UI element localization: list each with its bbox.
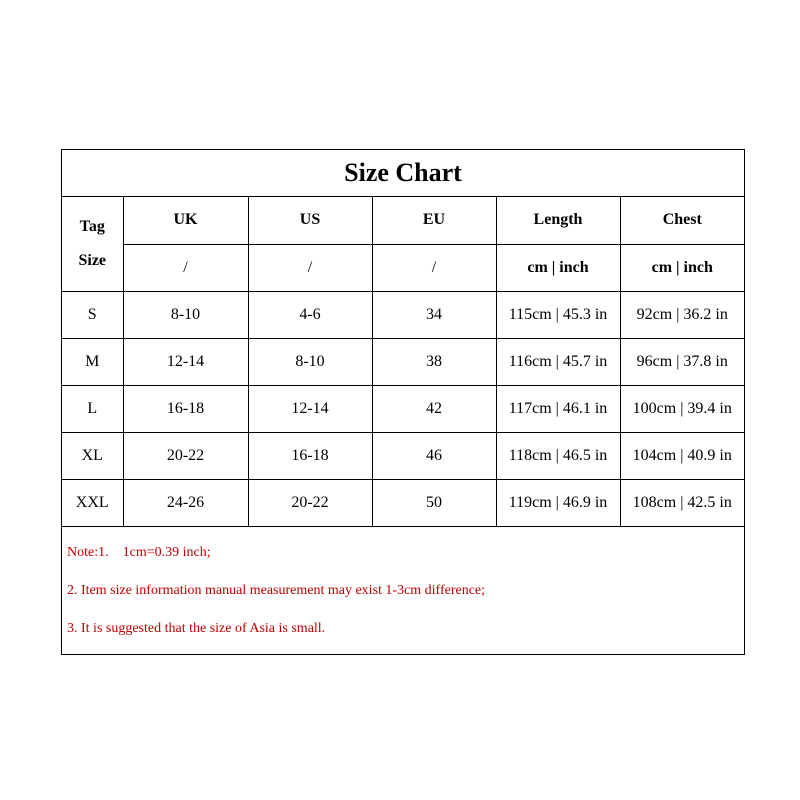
cell-uk: 12-14 (123, 338, 248, 385)
cell-tag: S (62, 291, 123, 338)
column-header-chest: Chest (620, 197, 744, 244)
note-line: 2. Item size information manual measurement may exist 1-3cm difference; (67, 582, 486, 598)
cell-uk: 16-18 (123, 385, 248, 432)
cell-chest: 104cm | 40.9 in (620, 432, 744, 479)
unit-uk: / (123, 244, 248, 291)
unit-chest: cm | inch (620, 244, 744, 291)
table-row (62, 385, 744, 432)
column-header-eu: EU (372, 197, 496, 244)
column-header-uk: UK (123, 197, 248, 244)
cell-length: 118cm | 46.5 in (496, 432, 620, 479)
cell-uk: 20-22 (123, 432, 248, 479)
size-table (62, 197, 744, 527)
unit-length: cm | inch (496, 244, 620, 291)
cell-us: 16-18 (248, 432, 372, 479)
cell-eu: 34 (372, 291, 496, 338)
note-line: 3. It is suggested that the size of Asia is small. (67, 621, 326, 636)
cell-chest: 92cm | 36.2 in (620, 291, 744, 338)
cell-eu: 42 (372, 385, 496, 432)
cell-tag: XXL (62, 479, 123, 526)
unit-eu: / (372, 244, 496, 291)
tag-label: Tag (79, 217, 105, 235)
table-row (62, 432, 744, 479)
table-row (62, 291, 744, 338)
cell-uk: 8-10 (123, 291, 248, 338)
cell-us: 4-6 (248, 291, 372, 338)
cell-length: 119cm | 46.9 in (496, 479, 620, 526)
size-chart (61, 149, 745, 655)
table-units-row (62, 244, 744, 291)
size-label: Size (78, 251, 107, 269)
cell-chest: 108cm | 42.5 in (620, 479, 744, 526)
column-header-length: Length (496, 197, 620, 244)
table-row (62, 479, 744, 526)
cell-us: 12-14 (248, 385, 372, 432)
cell-tag: XL (62, 432, 123, 479)
cell-length: 115cm | 45.3 in (496, 291, 620, 338)
cell-chest: 100cm | 39.4 in (620, 385, 744, 432)
table-header-row (62, 197, 744, 244)
cell-chest: 96cm | 37.8 in (620, 338, 744, 385)
cell-eu: 50 (372, 479, 496, 526)
cell-tag: M (62, 338, 123, 385)
unit-us: / (248, 244, 372, 291)
cell-us: 20-22 (248, 479, 372, 526)
column-header-us: US (248, 197, 372, 244)
cell-eu: 38 (372, 338, 496, 385)
tag-size-header (62, 197, 123, 291)
cell-us: 8-10 (248, 338, 372, 385)
cell-length: 116cm | 45.7 in (496, 338, 620, 385)
cell-length: 117cm | 46.1 in (496, 385, 620, 432)
cell-tag: L (62, 385, 123, 432)
note-line: Note:1. 1cm=0.39 inch; (67, 544, 211, 560)
notes-section (62, 527, 744, 648)
cell-eu: 46 (372, 432, 496, 479)
table-row (62, 338, 744, 385)
chart-title: Size Chart (62, 150, 744, 197)
cell-uk: 24-26 (123, 479, 248, 526)
